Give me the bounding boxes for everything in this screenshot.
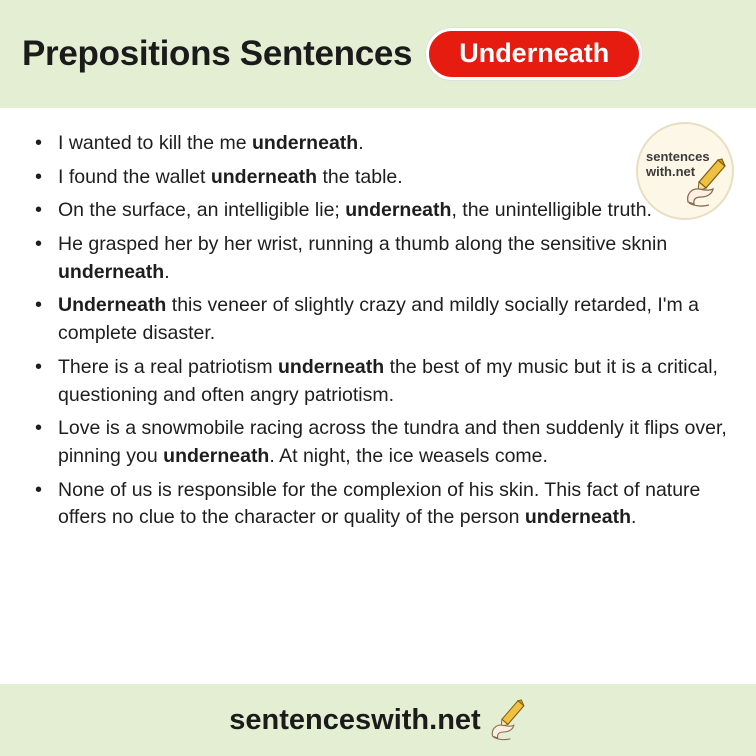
sentence-text: None of us is responsible for the complexion of his skin. This fact of nature offers no clue to the character or quality of the person xyxy=(58,478,701,529)
list-item xyxy=(30,231,730,286)
sentence-text: . xyxy=(164,260,170,283)
sentence-text: He grasped her by her wrist, running a thumb along the sensitive sknin xyxy=(58,233,668,256)
sentence-text: Love is a snowmobile racing across the tundra and then suddenly it flips over, pinning you xyxy=(58,417,727,467)
preposition-badge: Underneath xyxy=(426,28,642,80)
hand-writing-pencil-icon xyxy=(487,699,527,743)
highlighted-preposition: underneath xyxy=(252,132,359,154)
page-title: Prepositions Sentences xyxy=(22,34,413,73)
sentence-text: I wanted to kill the me xyxy=(58,132,253,154)
sentence-text: , the unintelligible truth. xyxy=(451,199,652,222)
sentence-text: the best of my music but it is a critical, questioning and often angry patriotism. xyxy=(58,355,718,406)
list-item xyxy=(30,354,730,409)
sentence-text: the table. xyxy=(317,165,403,188)
page-footer xyxy=(0,684,756,756)
highlighted-preposition: underneath xyxy=(278,355,385,378)
list-item xyxy=(30,164,730,192)
sentence-text: . xyxy=(358,132,364,154)
sentence-text: I found the wallet xyxy=(58,165,211,188)
highlighted-preposition: underneath xyxy=(524,506,632,529)
sentence-list xyxy=(30,130,730,532)
list-item xyxy=(30,477,730,532)
sentence-list-container xyxy=(0,108,756,532)
list-item xyxy=(30,130,730,158)
sentence-text: On the surface, an intelligible lie; xyxy=(58,199,346,222)
list-item xyxy=(30,415,730,470)
highlighted-preposition: Underneath xyxy=(58,294,167,317)
list-item xyxy=(30,292,730,347)
list-item xyxy=(30,197,730,225)
sentence-text: this veneer of slightly crazy and mildly socially retarded, I'm a complete disaster. xyxy=(58,294,699,345)
highlighted-preposition: underneath xyxy=(58,260,165,283)
footer-site-name: sentenceswith.net xyxy=(229,703,481,736)
logo-line-1: sentences xyxy=(646,149,710,164)
sentence-text: . xyxy=(631,506,637,529)
highlighted-preposition: underneath xyxy=(163,444,270,467)
page-header xyxy=(0,0,756,108)
logo-line-2: with xyxy=(646,163,672,179)
sentence-text: There is a real patriotism xyxy=(58,355,278,378)
logo-line-3: .net xyxy=(672,163,696,179)
highlighted-preposition: underneath xyxy=(210,165,318,188)
sentence-text: . At night, the ice weasels come. xyxy=(269,444,548,467)
highlighted-preposition: underneath xyxy=(345,199,452,222)
